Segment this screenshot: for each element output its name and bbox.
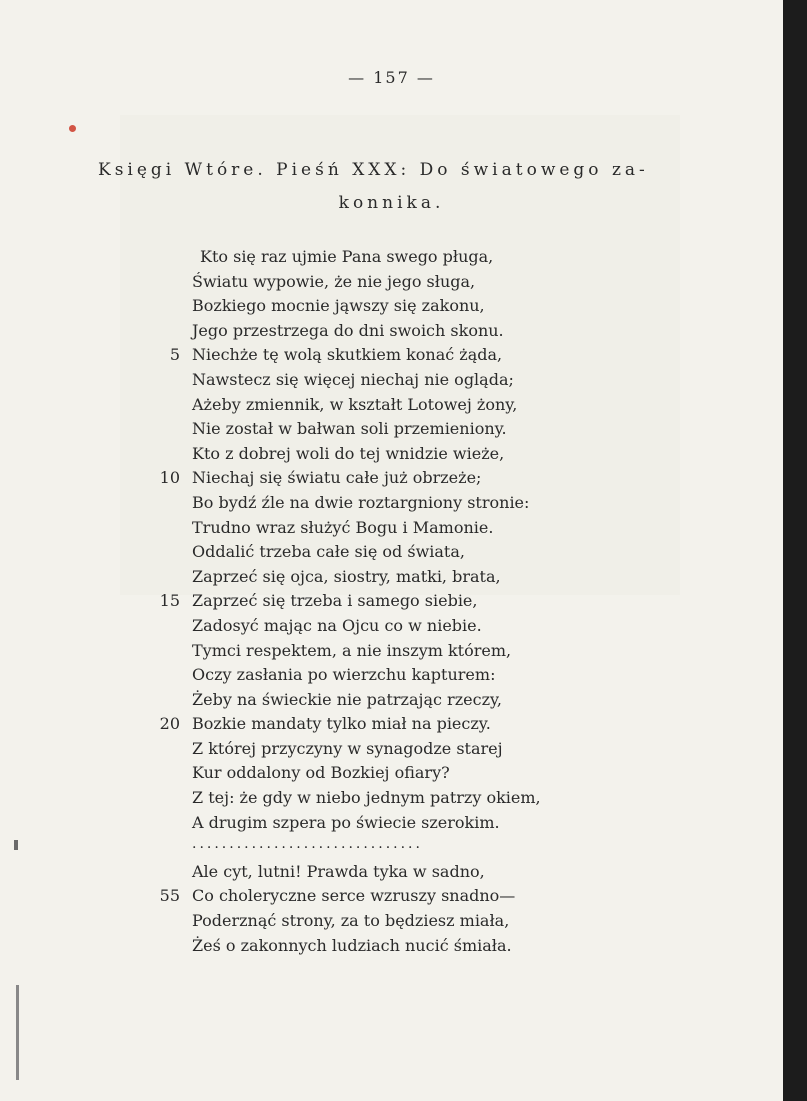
line-text: Trudno wraz służyć Bogu i Mamonie. [192, 517, 494, 537]
poem-line [150, 442, 630, 467]
line-text: Poderznąć strony, za to będziesz miała, [192, 911, 510, 931]
poem-line [150, 491, 630, 516]
poem-line [150, 417, 630, 442]
line-text: Żeby na świeckie nie patrzając rzeczy, [192, 689, 502, 709]
line-number: 10 [159, 468, 180, 488]
poem-line [150, 786, 630, 811]
omission-dots: ............................... [192, 836, 423, 853]
poem-line [150, 393, 630, 418]
poem-line [150, 516, 630, 541]
line-text: Światu wypowie, że nie jego sługa, [192, 271, 476, 291]
poem-line [150, 540, 630, 565]
poem-line [150, 245, 630, 270]
line-text: Z której przyczyny w synagodze starej [192, 738, 503, 758]
poem-line [150, 934, 630, 959]
line-text: Bozkiego mocnie jąwszy się zakonu, [192, 296, 485, 316]
line-text: Tymci respektem, a nie inszym którem, [192, 640, 512, 660]
poem-stanza-end [150, 860, 630, 958]
poem-line [150, 319, 630, 344]
poem-stanza [150, 245, 630, 835]
line-text: Bo bydź źle na dwie roztargniony stronie: [192, 492, 530, 512]
red-ink-dot [69, 125, 76, 132]
poem-line [150, 761, 630, 786]
line-text: Ażeby zmiennik, w kształt Lotowej żony, [192, 394, 518, 414]
line-text: Niechże tę wolą skutkiem konać żąda, [192, 345, 503, 365]
line-number: 20 [159, 714, 180, 734]
section-heading-continuation: konnika. [338, 193, 445, 213]
line-text: Zadosyć mając na Ojcu co w niebie. [192, 615, 482, 635]
line-number: 55 [159, 886, 180, 906]
section-heading: Księgi Wtóre. Pieśń XXX: Do światowego za- [98, 160, 649, 180]
line-number: 15 [159, 591, 180, 611]
poem-line [150, 270, 630, 295]
line-text: Żeś o zakonnych ludziach nucić śmiała. [192, 935, 512, 955]
poem-line [150, 811, 630, 836]
line-text: Bozkie mandaty tylko miał na pieczy. [192, 714, 491, 734]
line-text: Jego przestrzega do dni swoich skonu. [192, 320, 504, 340]
poem-line [150, 614, 630, 639]
poem-line [150, 688, 630, 713]
line-text: Zaprzeć się trzeba i samego siebie, [192, 591, 478, 611]
line-text: A drugim szpera po świecie szerokim. [192, 812, 500, 832]
line-number: 5 [169, 345, 180, 365]
poem-line [150, 368, 630, 393]
line-text: Kur oddalony od Bozkiej ofiary? [192, 763, 450, 783]
line-text: Z tej: że gdy w niebo jednym patrzy okiem, [192, 788, 541, 808]
poem-line [150, 860, 630, 885]
scan-border [783, 0, 807, 1101]
line-text: Nie został w bałwan soli przemieniony. [192, 419, 507, 439]
line-text: Co choleryczne serce wzruszy snadno— [192, 886, 516, 906]
poem-line [150, 909, 630, 934]
line-text: Oddalić trzeba całe się od świata, [192, 542, 465, 562]
margin-mark [14, 840, 18, 850]
poem-line [150, 712, 630, 737]
line-text: Kto z dobrej woli do tej wnidzie wieże, [192, 443, 505, 463]
line-text: Zaprzeć się ojca, siostry, matki, brata, [192, 566, 501, 586]
poem-line [150, 589, 630, 614]
line-text: Niechaj się światu całe już obrzeże; [192, 468, 482, 488]
line-text: Nawstecz się więcej niechaj nie ogląda; [192, 369, 514, 389]
page-number: — 157 — [348, 68, 435, 87]
poem-line [150, 884, 630, 909]
poem-line [150, 639, 630, 664]
poem [150, 245, 630, 958]
line-text: Oczy zasłania po wierzchu kapturem: [192, 665, 496, 685]
margin-mark [16, 985, 19, 1080]
poem-line [150, 343, 630, 368]
poem-line [150, 466, 630, 491]
poem-line [150, 565, 630, 590]
line-text: Kto się raz ujmie Pana swego pługa, [200, 247, 494, 266]
line-text: Ale cyt, lutni! Prawda tyka w sadno, [192, 861, 485, 881]
poem-line [150, 737, 630, 762]
poem-line [150, 663, 630, 688]
poem-line [150, 294, 630, 319]
